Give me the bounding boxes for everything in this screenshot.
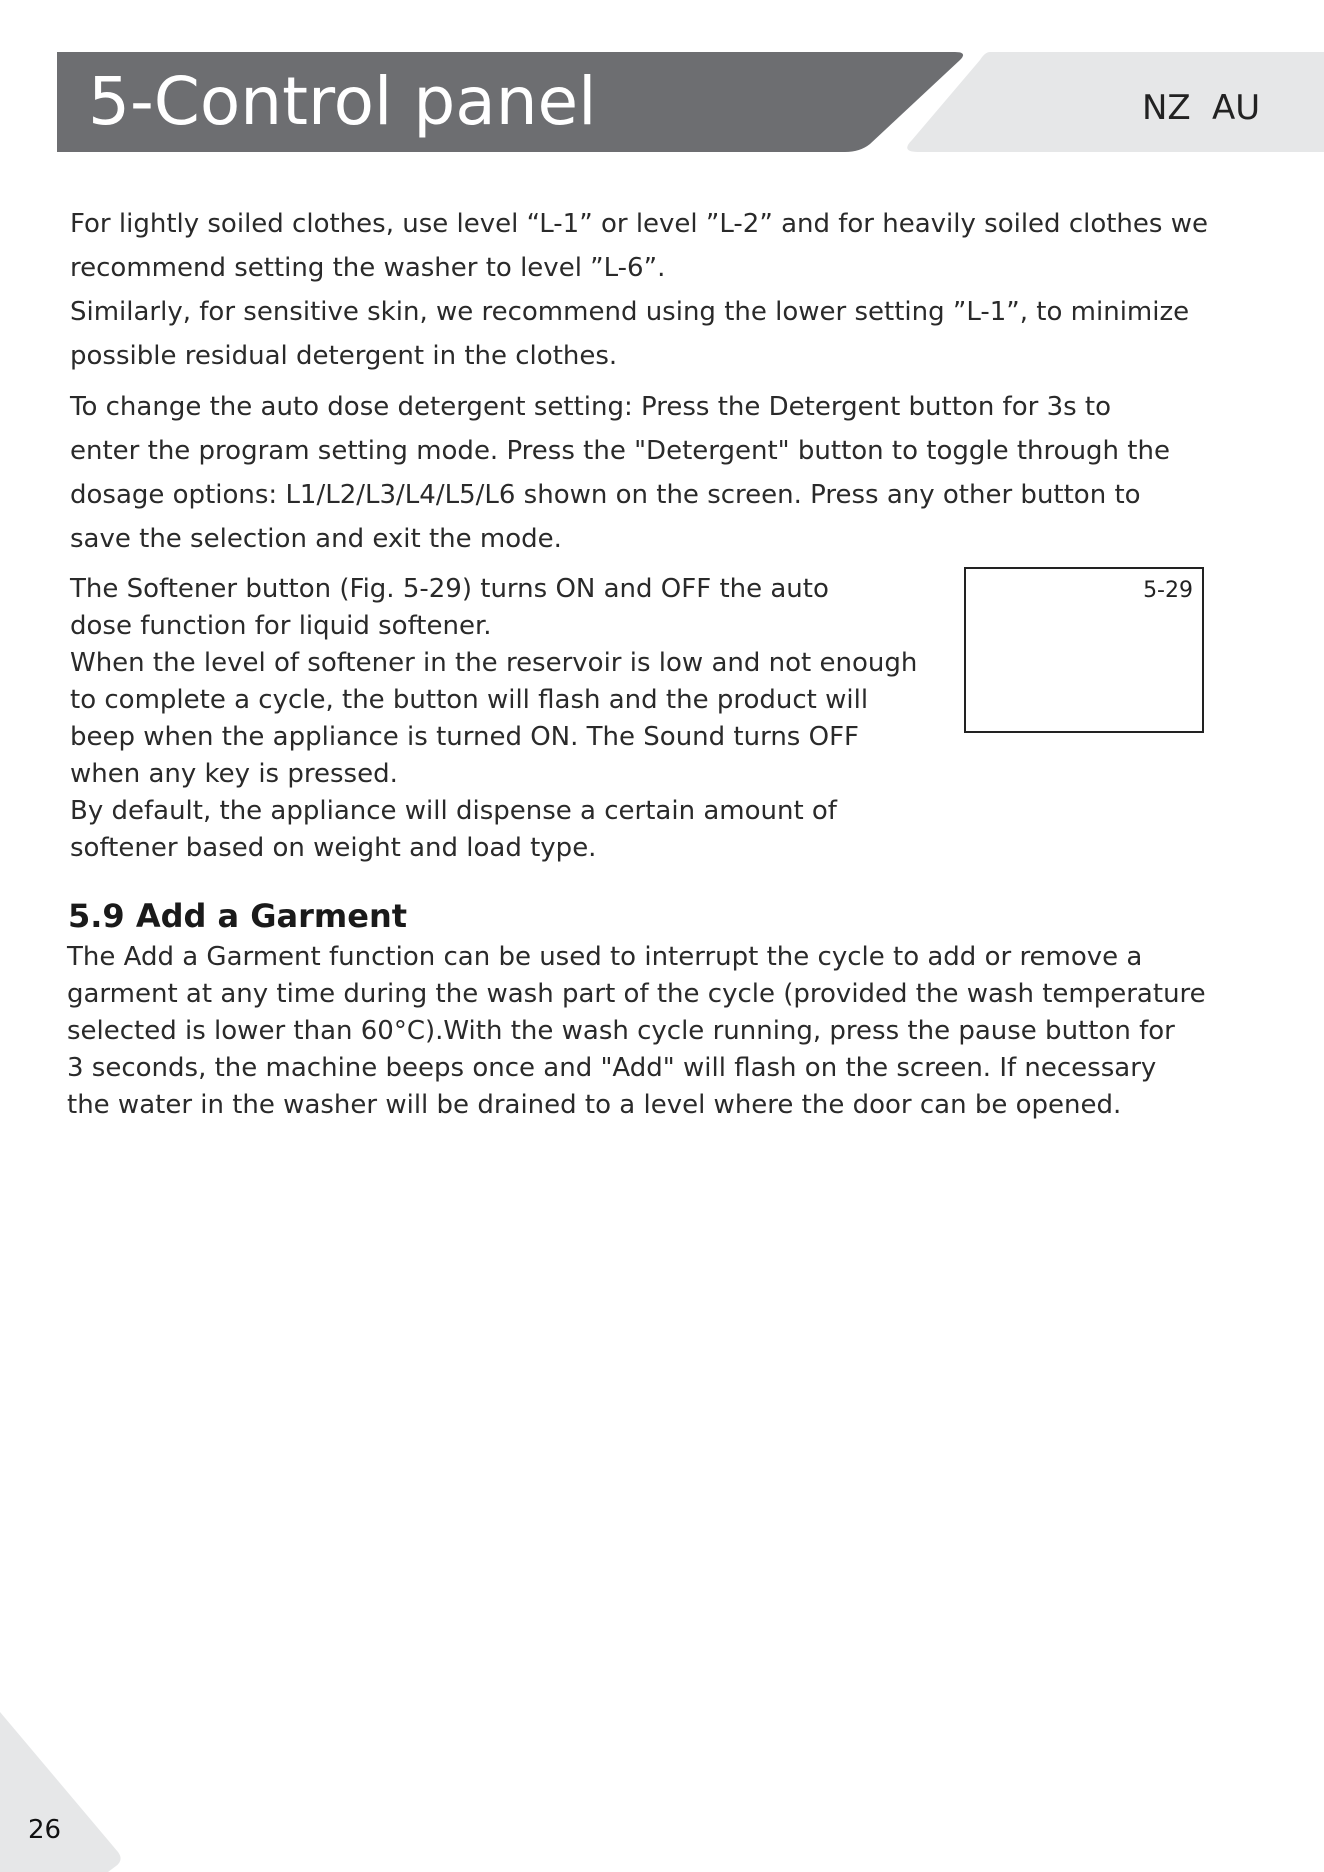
region-label-au: AU — [1212, 88, 1261, 128]
softener-paragraph: The Softener button (Fig. 5-29) turns ON and OFF the auto dose function for liquid softener. When the level of softener in the reservoir is low and not enough to complete a cycle, the button will flash and the product will beep when the appliance is turned ON. The Sound turns OFF when any key is pressed. By default, the appliance will dispense a certain amount of softener based on weight and load type. — [70, 574, 918, 863]
page-number: 26 — [28, 1815, 62, 1845]
detergent-level-paragraph: For lightly soiled clothes, use level “L-1” or level ”L-2” and for heavily soiled clothes we recommend setting the washer to level ”L-6”. Similarly, for sensitive skin, we recommend using the lower setting ”L-1”, to minimize possible residual detergent in the clothes. — [70, 209, 1208, 371]
page-corner-triangle — [0, 1712, 130, 1872]
figure-5-29-placeholder — [964, 567, 1204, 733]
region-label-nz: NZ — [1142, 88, 1191, 128]
figure-label: 5-29 — [1143, 578, 1193, 603]
section-heading: 5.9 Add a Garment — [68, 897, 408, 935]
detergent-setting-paragraph: To change the auto dose detergent setting: Press the Detergent button for 3s to enter the program setting mode. Press the "Detergent" button to toggle through the dosage options: L1/L2/L3/L4/L5/L6 shown on the screen. Press any other button to save the selection and exit the mode. — [70, 392, 1170, 554]
add-garment-paragraph: The Add a Garment function can be used to interrupt the cycle to add or remove a garment at any time during the wash part of the cycle (provided the wash temperature selected is lower than 60°C).With the wash cycle running, press the pause button for 3 seconds, the machine beeps once and "Add" will flash on the screen. If necessary the water in the washer will be drained to a level where the door can be opened. — [67, 942, 1206, 1120]
page-title: 5-Control panel — [88, 63, 597, 140]
region-tab-shape — [907, 52, 1324, 152]
